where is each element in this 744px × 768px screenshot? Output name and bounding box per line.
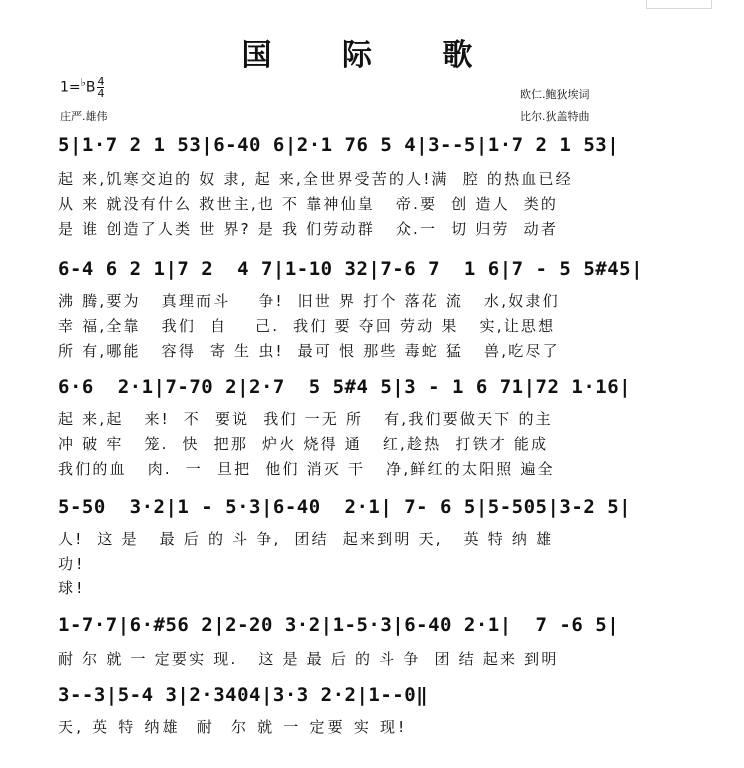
notation-line-6: 3--3|5-4 3|2·3404|3·3 2·2|1--0‖ [58,684,429,706]
notation-line-3: 6·6 2·1|7-70 2|2·7 5 5#4 5|3 - 1 6 71|72 1·16| [58,376,632,398]
tempo-marking: 庄严.雄伟 [60,110,108,123]
time-denominator: 4 [97,87,105,101]
lyric-line-2-verse-2: 幸 福,全靠 我们 自 己. 我们 要 夺回 劳动 果 实,让思想 [58,317,556,335]
lyric-line-4-verse-1: 人! 这 是 最 后 的 斗 争, 团结 起来到明 天, 英 特 纳 雄 [58,530,554,548]
song-title: 国 际 歌 [241,38,503,73]
notation-line-1: 5|1·7 2 1 53|6-40 6|2·1 76 5 4|3--5|1·7 2 1 53| [58,134,620,156]
lyric-line-1-verse-2: 从 来 就没有什么 救世主,也 不 靠神仙皇 帝.要 创 造人 类的 [58,195,559,213]
notation-line-5: 1-7·7|6·#56 2|2-20 3·2|1-5·3|6-40 2·1| 7 -6 5| [58,614,620,636]
lyric-line-1-verse-3: 是 谁 创造了人类 世 界? 是 我 们劳动群 众.一 切 归劳 动者 [58,220,559,238]
lyric-line-2-verse-1: 沸 腾,要为 真理而斗 争! 旧世 界 打个 落花 流 水,奴隶们 [58,292,560,310]
notation-line-2: 6-4 6 2 1|7 2 4 7|1-10 32|7-6 7 1 6|7 - 5 5#45| [58,258,644,280]
lyric-line-1-verse-1: 起 来,饥寒交迫的 奴 隶, 起 来,全世界受苦的人!满 腔 的热血已经 [58,170,573,188]
key-prefix: 1= [60,79,81,96]
key-tone: B [85,79,96,96]
lyric-line-5: 耐 尔 就 一 定要实 现. 这 是 最 后 的 斗 争 团 结 起来 到明 [58,650,559,668]
key-signature [60,76,104,99]
time-signature [97,76,104,99]
lyric-line-3-verse-2: 冲 破 牢 笼. 快 把那 炉火 烧得 通 红,趁热 打铁才 能成 [58,435,549,453]
lyric-line-3-verse-1: 起 来,起 来! 不 要说 我们 一无 所 有,我们要做天下 的主 [58,410,553,428]
lyric-line-4-verse-3: 球! [58,579,86,597]
notation-line-4: 5-50 3·2|1 - 5·3|6-40 2·1| 7- 6 5|5-505|3-2 5| [58,496,632,518]
lyric-line-6: 天, 英 特 纳雄 耐 尔 就 一 定要 实 现! [58,718,408,736]
lyric-line-2-verse-3: 所 有,哪能 容得 寄 生 虫! 最可 恨 那些 毒蛇 猛 兽,吃尽了 [58,342,560,360]
lyric-line-3-verse-3: 我们的血 肉. 一 旦把 他们 消灭 干 净,鲜红的太阳照 遍全 [58,460,555,478]
composer-credit: 比尔.狄盖特曲 [520,110,590,123]
time-numerator: 4 [97,75,105,89]
top-right-frame [646,0,712,9]
lyricist-credit: 欧仁.鲍狄埃词 [520,88,590,101]
lyric-line-4-verse-2: 功! [58,555,86,573]
flat-sign: ♭ [80,76,86,89]
